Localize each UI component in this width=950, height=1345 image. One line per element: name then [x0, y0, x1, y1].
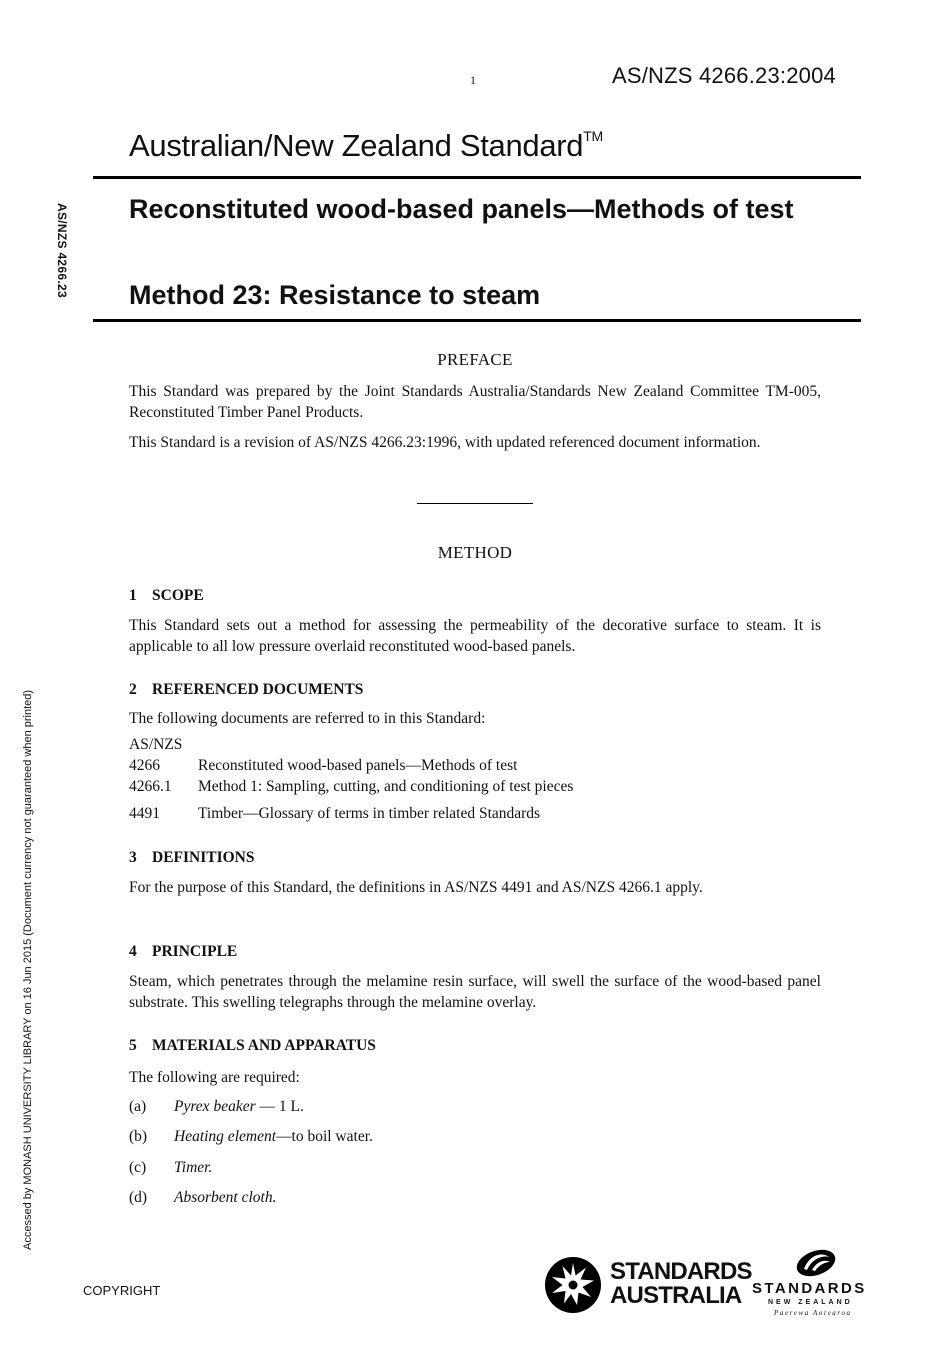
item-detail: — 1 L. — [255, 1098, 304, 1115]
clause-heading-principle — [129, 943, 237, 961]
method-title: Method 23: Resistance to steam — [129, 280, 541, 310]
clause-title: REFERENCED DOCUMENTS — [152, 681, 364, 698]
sanz-logo-subtitle: NEW ZEALAND — [768, 1299, 853, 1306]
standard-title — [129, 128, 603, 164]
reference-code: 4491 — [129, 805, 160, 822]
item-name: Timer. — [174, 1159, 213, 1176]
trademark-mark: TM — [583, 127, 603, 144]
materials-item — [129, 1159, 212, 1177]
sa-logo-line2: AUSTRALIA — [610, 1282, 742, 1309]
clause-heading-references — [129, 681, 363, 699]
item-name: Absorbent cloth. — [174, 1189, 277, 1206]
principle-text: Steam, which penetrates through the melamine resin surface, will swell the surface of the wood-based panel substrate. This swelling telegraphs through the melamine overlay. — [129, 973, 821, 1011]
clause-heading-materials — [129, 1037, 376, 1055]
main-title: Reconstituted wood-based panels—Methods of test — [129, 194, 794, 224]
bottom-rule — [93, 319, 861, 322]
spine-label: AS/NZS 4266.23 — [55, 203, 69, 298]
copyright-label: COPYRIGHT — [83, 1283, 161, 1298]
standards-new-zealand-logo — [752, 1248, 882, 1320]
standards-nz-emblem-icon — [792, 1248, 840, 1278]
reference-code: 4266.1 — [129, 778, 172, 795]
section-divider — [417, 503, 533, 504]
item-name: Heating element — [174, 1128, 277, 1145]
page-number: 1 — [470, 73, 476, 87]
sanz-logo-maori: Paerewa Aotearoa — [774, 1309, 852, 1317]
list-marker: (d) — [129, 1189, 148, 1206]
clause-title: SCOPE — [152, 587, 204, 604]
standards-australia-logo — [544, 1256, 752, 1316]
reference-code: 4266 — [129, 757, 160, 774]
clause-title: DEFINITIONS — [152, 849, 255, 866]
sanz-logo-word: STANDARDS — [752, 1280, 867, 1297]
materials-intro: The following are required: — [129, 1069, 300, 1086]
document-id: AS/NZS 4266.23:2004 — [612, 63, 836, 88]
reference-item — [129, 757, 517, 775]
reference-title: Method 1: Sampling, cutting, and conditioning of test pieces — [198, 778, 574, 795]
standards-australia-emblem-icon — [544, 1256, 602, 1314]
definitions-text: For the purpose of this Standard, the definitions in AS/NZS 4491 and AS/NZS 4266.1 apply. — [129, 879, 703, 896]
clause-heading-scope — [129, 587, 204, 605]
clause-title: PRINCIPLE — [152, 943, 238, 960]
preface-paragraph-2: This Standard is a revision of AS/NZS 4266.23:1996, with updated referenced document information. — [129, 434, 761, 451]
materials-item — [129, 1128, 373, 1146]
access-note: Accessed by MONASH UNIVERSITY LIBRARY on 16 Jun 2015 (Document currency not guaranteed when printed) — [22, 689, 34, 1250]
reference-item — [129, 778, 573, 796]
clause-number: 3 — [129, 849, 137, 866]
clause-title: MATERIALS AND APPARATUS — [152, 1037, 376, 1054]
preface-paragraph-1: This Standard was prepared by the Joint Standards Australia/Standards New Zealand Committee TM-005, Reconstituted Timber Panel Products. — [129, 383, 821, 421]
materials-item — [129, 1098, 304, 1116]
top-rule — [93, 176, 861, 179]
reference-title: Reconstituted wood-based panels—Methods of test — [198, 757, 518, 774]
preface-heading: PREFACE — [437, 350, 513, 369]
reference-title: Timber—Glossary of terms in timber related Standards — [198, 805, 541, 822]
materials-item — [129, 1189, 276, 1207]
method-heading: METHOD — [437, 543, 513, 562]
clause-number: 2 — [129, 681, 137, 698]
sa-logo-line1: STANDARDS — [610, 1258, 752, 1285]
list-marker: (c) — [129, 1159, 147, 1176]
references-group-label: AS/NZS — [129, 736, 183, 753]
item-detail: —to boil water. — [276, 1128, 373, 1145]
standard-title-text: Australian/New Zealand Standard — [129, 128, 584, 163]
clause-heading-definitions — [129, 849, 255, 867]
scope-text: This Standard sets out a method for assessing the permeability of the decorative surface to steam. It is applicable to all low pressure overlaid reconstituted wood-based panels. — [129, 617, 821, 655]
clause-number: 5 — [129, 1037, 137, 1054]
list-marker: (b) — [129, 1128, 148, 1145]
item-name: Pyrex beaker — [174, 1098, 256, 1115]
reference-item — [129, 805, 540, 823]
references-intro: The following documents are referred to in this Standard: — [129, 710, 486, 727]
clause-number: 1 — [129, 587, 137, 604]
clause-number: 4 — [129, 943, 137, 960]
list-marker: (a) — [129, 1098, 147, 1115]
